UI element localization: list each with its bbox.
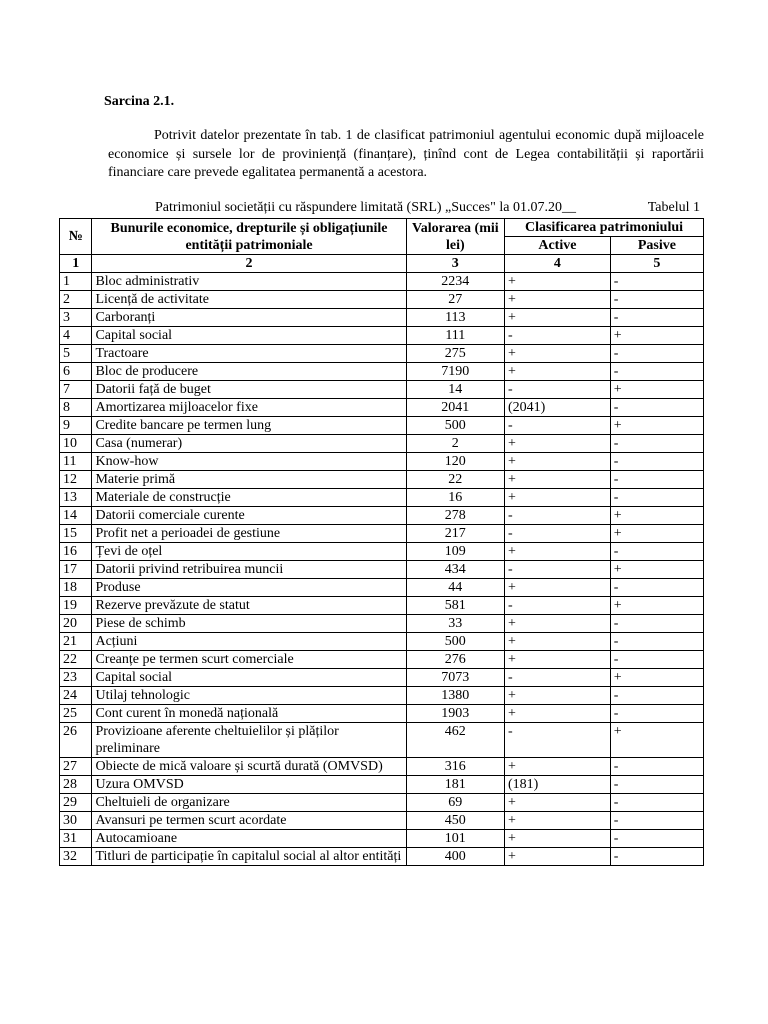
row-value: 44 (406, 579, 504, 597)
table-row (60, 327, 704, 345)
row-passive: - (610, 345, 703, 363)
row-number: 19 (60, 597, 92, 615)
table-header (60, 219, 704, 273)
table-row (60, 776, 704, 794)
row-number: 28 (60, 776, 92, 794)
row-name: Datorii comerciale curente (92, 507, 406, 525)
row-active: + (505, 830, 611, 848)
row-number: 15 (60, 525, 92, 543)
row-value: 1380 (406, 687, 504, 705)
row-number: 4 (60, 327, 92, 345)
table-row (60, 345, 704, 363)
row-active: + (505, 489, 611, 507)
row-passive: + (610, 525, 703, 543)
table-row (60, 597, 704, 615)
table-number-label: Tabelul 1 (647, 200, 700, 215)
header-passive: Pasive (610, 237, 703, 255)
row-passive: - (610, 471, 703, 489)
row-active: + (505, 812, 611, 830)
task-description: Potrivit datelor prezentate în tab. 1 de clasificat patrimoniul agentului economic după mijloacele economice și sursele lor de proviniență (finanțare), ținînd cont de Legea contabilității și raportării financiare care prevede egalitatea permanentă a acestora. (108, 128, 704, 180)
row-number: 32 (60, 848, 92, 866)
row-active: + (505, 273, 611, 291)
header-active: Active (505, 237, 611, 255)
row-active: + (505, 794, 611, 812)
table-caption: Patrimoniul societății cu răspundere limitată (SRL) „Succes" la 01.07.20__ (155, 200, 576, 215)
row-value: 581 (406, 597, 504, 615)
row-active: - (505, 669, 611, 687)
row-active: - (505, 723, 611, 758)
table-row (60, 705, 704, 723)
table-row (60, 651, 704, 669)
row-name: Produse (92, 579, 406, 597)
row-passive: - (610, 291, 703, 309)
row-name: Provizioane aferente cheltuielilor și plăților preliminare (92, 723, 406, 758)
row-name: Rezerve prevăzute de statut (92, 597, 406, 615)
row-name: Datorii față de buget (92, 381, 406, 399)
table-row (60, 435, 704, 453)
row-active: + (505, 579, 611, 597)
column-index-row (60, 255, 704, 273)
row-passive: - (610, 363, 703, 381)
row-active: + (505, 291, 611, 309)
row-name: Capital social (92, 327, 406, 345)
table-row (60, 291, 704, 309)
row-passive: + (610, 561, 703, 579)
row-active: (181) (505, 776, 611, 794)
row-name: Acțiuni (92, 633, 406, 651)
row-number: 10 (60, 435, 92, 453)
row-passive: - (610, 651, 703, 669)
column-index: 4 (505, 255, 611, 273)
row-name: Capital social (92, 669, 406, 687)
row-passive: - (610, 812, 703, 830)
row-value: 462 (406, 723, 504, 758)
row-active: - (505, 417, 611, 435)
row-number: 23 (60, 669, 92, 687)
table-row (60, 561, 704, 579)
header-classification: Clasificarea patrimoniului (505, 219, 704, 237)
row-passive: - (610, 489, 703, 507)
table-row (60, 471, 704, 489)
column-index: 5 (610, 255, 703, 273)
row-active: + (505, 309, 611, 327)
header-nr: № (60, 219, 92, 255)
row-value: 113 (406, 309, 504, 327)
column-index: 2 (92, 255, 406, 273)
table-row (60, 309, 704, 327)
row-name: Țevi de oțel (92, 543, 406, 561)
row-value: 500 (406, 633, 504, 651)
row-active: + (505, 705, 611, 723)
row-passive: - (610, 687, 703, 705)
row-passive: - (610, 705, 703, 723)
row-value: 109 (406, 543, 504, 561)
row-active: - (505, 327, 611, 345)
row-name: Utilaj tehnologic (92, 687, 406, 705)
table-row (60, 758, 704, 776)
row-active: + (505, 435, 611, 453)
row-value: 275 (406, 345, 504, 363)
row-passive: - (610, 453, 703, 471)
row-value: 14 (406, 381, 504, 399)
row-passive: - (610, 633, 703, 651)
table-row (60, 579, 704, 597)
table-row (60, 273, 704, 291)
row-value: 2 (406, 435, 504, 453)
row-value: 27 (406, 291, 504, 309)
row-value: 450 (406, 812, 504, 830)
row-number: 17 (60, 561, 92, 579)
row-name: Casa (numerar) (92, 435, 406, 453)
row-number: 8 (60, 399, 92, 417)
row-name: Amortizarea mijloacelor fixe (92, 399, 406, 417)
row-number: 2 (60, 291, 92, 309)
patrimony-table (59, 218, 704, 866)
table-row (60, 669, 704, 687)
row-value: 181 (406, 776, 504, 794)
row-name: Bloc de producere (92, 363, 406, 381)
row-passive: + (610, 381, 703, 399)
row-number: 14 (60, 507, 92, 525)
row-name: Uzura OMVSD (92, 776, 406, 794)
row-name: Materiale de construcție (92, 489, 406, 507)
row-active: + (505, 453, 611, 471)
row-value: 276 (406, 651, 504, 669)
row-active: - (505, 561, 611, 579)
row-name: Materie primă (92, 471, 406, 489)
row-number: 21 (60, 633, 92, 651)
table-row (60, 381, 704, 399)
row-name: Credite bancare pe termen lung (92, 417, 406, 435)
row-value: 278 (406, 507, 504, 525)
header-name: Bunurile economice, drepturile și obligațiunile entității patrimoniale (92, 219, 406, 255)
table-row (60, 723, 704, 758)
row-active: + (505, 471, 611, 489)
row-passive: - (610, 579, 703, 597)
row-name: Cheltuieli de organizare (92, 794, 406, 812)
table-row (60, 794, 704, 812)
row-passive: + (610, 507, 703, 525)
row-value: 33 (406, 615, 504, 633)
row-value: 434 (406, 561, 504, 579)
row-value: 2234 (406, 273, 504, 291)
row-number: 11 (60, 453, 92, 471)
table-row (60, 543, 704, 561)
row-active: (2041) (505, 399, 611, 417)
row-name: Piese de schimb (92, 615, 406, 633)
row-number: 13 (60, 489, 92, 507)
row-name: Obiecte de mică valoare și scurtă durată (OMVSD) (92, 758, 406, 776)
row-name: Titluri de participație în capitalul social al altor entități (92, 848, 406, 866)
row-passive: - (610, 399, 703, 417)
row-value: 500 (406, 417, 504, 435)
row-name: Creanțe pe termen scurt comerciale (92, 651, 406, 669)
row-number: 29 (60, 794, 92, 812)
row-number: 30 (60, 812, 92, 830)
row-active: + (505, 615, 611, 633)
row-number: 3 (60, 309, 92, 327)
row-active: + (505, 848, 611, 866)
row-name: Carboranți (92, 309, 406, 327)
row-value: 400 (406, 848, 504, 866)
row-active: + (505, 543, 611, 561)
row-number: 16 (60, 543, 92, 561)
row-value: 120 (406, 453, 504, 471)
row-name: Licență de activitate (92, 291, 406, 309)
header-value: Valorarea (mii lei) (406, 219, 504, 255)
row-number: 27 (60, 758, 92, 776)
row-value: 217 (406, 525, 504, 543)
row-number: 9 (60, 417, 92, 435)
row-passive: + (610, 327, 703, 345)
table-row (60, 417, 704, 435)
row-name: Bloc administrativ (92, 273, 406, 291)
row-active: + (505, 651, 611, 669)
row-number: 20 (60, 615, 92, 633)
row-active: + (505, 363, 611, 381)
row-passive: - (610, 848, 703, 866)
table-row (60, 830, 704, 848)
row-passive: + (610, 597, 703, 615)
row-value: 2041 (406, 399, 504, 417)
row-active: - (505, 597, 611, 615)
row-passive: - (610, 758, 703, 776)
row-passive: - (610, 776, 703, 794)
table-row (60, 399, 704, 417)
column-index: 3 (406, 255, 504, 273)
row-active: + (505, 345, 611, 363)
row-value: 7073 (406, 669, 504, 687)
row-passive: - (610, 273, 703, 291)
row-value: 316 (406, 758, 504, 776)
row-value: 101 (406, 830, 504, 848)
column-index: 1 (60, 255, 92, 273)
row-passive: - (610, 435, 703, 453)
row-active: - (505, 507, 611, 525)
row-name: Cont curent în monedă națională (92, 705, 406, 723)
row-number: 25 (60, 705, 92, 723)
table-row (60, 453, 704, 471)
row-name: Avansuri pe termen scurt acordate (92, 812, 406, 830)
table-row (60, 363, 704, 381)
row-name: Know-how (92, 453, 406, 471)
row-name: Tractoare (92, 345, 406, 363)
row-passive: - (610, 615, 703, 633)
row-number: 1 (60, 273, 92, 291)
row-passive: - (610, 830, 703, 848)
row-active: + (505, 687, 611, 705)
row-number: 12 (60, 471, 92, 489)
table-row (60, 507, 704, 525)
row-number: 26 (60, 723, 92, 758)
row-passive: - (610, 794, 703, 812)
task-heading: Sarcina 2.1. (104, 94, 175, 109)
row-value: 111 (406, 327, 504, 345)
row-number: 22 (60, 651, 92, 669)
row-value: 7190 (406, 363, 504, 381)
table-row (60, 812, 704, 830)
table-row (60, 615, 704, 633)
row-name: Autocamioane (92, 830, 406, 848)
row-active: - (505, 381, 611, 399)
table-body (60, 273, 704, 866)
row-passive: + (610, 723, 703, 758)
row-active: - (505, 525, 611, 543)
table-row (60, 848, 704, 866)
row-active: + (505, 758, 611, 776)
row-passive: + (610, 669, 703, 687)
row-number: 6 (60, 363, 92, 381)
row-number: 7 (60, 381, 92, 399)
row-active: + (505, 633, 611, 651)
row-passive: - (610, 543, 703, 561)
row-number: 5 (60, 345, 92, 363)
row-passive: + (610, 417, 703, 435)
row-name: Profit net a perioadei de gestiune (92, 525, 406, 543)
table-row (60, 489, 704, 507)
row-passive: - (610, 309, 703, 327)
row-value: 22 (406, 471, 504, 489)
row-value: 1903 (406, 705, 504, 723)
row-number: 24 (60, 687, 92, 705)
table-row (60, 525, 704, 543)
row-value: 16 (406, 489, 504, 507)
table-row (60, 687, 704, 705)
table-row (60, 633, 704, 651)
row-number: 18 (60, 579, 92, 597)
row-name: Datorii privind retribuirea muncii (92, 561, 406, 579)
row-value: 69 (406, 794, 504, 812)
row-number: 31 (60, 830, 92, 848)
